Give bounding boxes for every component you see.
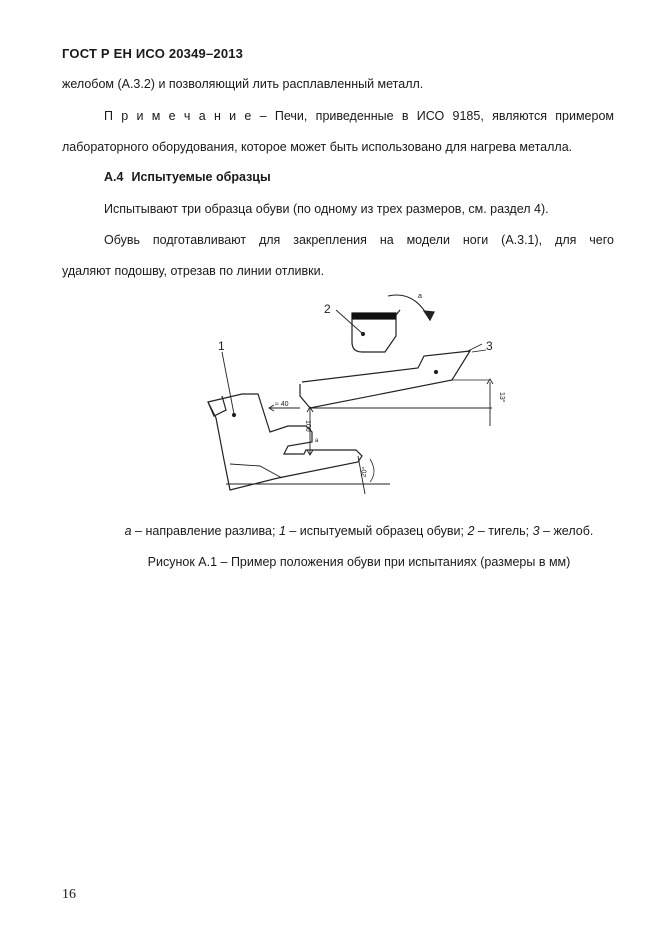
figure-shoe-position (200, 284, 510, 504)
dimension-100: 100 (304, 420, 311, 432)
legend-text-2: – тигель; (474, 524, 533, 538)
label-3: 3 (486, 339, 493, 353)
paragraph-samples: Испытывают три образца обуви (по одному из трех размеров, см. раздел 4). (104, 202, 549, 216)
dimension-40: ≈ 40 (275, 401, 289, 408)
crucible-drawing (336, 310, 400, 352)
page-number: 16 (62, 887, 76, 902)
legend-text-a: – направление разлива; (131, 524, 279, 538)
legend-text-3: – желоб. (539, 524, 594, 538)
label-2: 2 (324, 302, 331, 316)
legend-key-a: a (124, 524, 132, 538)
legend-key-3: 3 (532, 524, 540, 538)
legend-text-1: – испытуемый образец обуви; (285, 524, 468, 538)
note-line-2: лабораторного оборудования, которое может быть использовано для нагрева металла. (62, 140, 573, 154)
paragraph-continuation: желобом (А.3.2) и позволяющий лить расплавленный металл. (62, 77, 424, 91)
paragraph-preparation-line-1: Обувь подготавливают для закрепления на модели ноги (А.3.1), для чего (104, 233, 614, 247)
note-label: П р и м е ч а н и е (104, 109, 252, 123)
section-number: А.4 (104, 170, 124, 184)
figure-legend (62, 524, 656, 538)
label-1: 1 (218, 339, 225, 353)
trough-drawing (300, 344, 490, 408)
angle-20: 20° (360, 466, 370, 478)
legend-key-2: 2 (467, 524, 475, 538)
angle-13: 13° (498, 392, 505, 403)
paragraph-preparation-line-2: удаляют подошву, отрезав по линии отливки. (62, 264, 325, 278)
figure-caption: Рисунок А.1 – Пример положения обуви при испытаниях (размеры в мм) (147, 555, 571, 569)
label-a-arrow: a (418, 293, 422, 300)
note-line-1 (104, 108, 614, 124)
note-text-start: – Печи, приведенные в ИСО 9185, являются примером (251, 109, 615, 123)
legend-key-1: 1 (278, 524, 286, 538)
label-a-small: a (315, 438, 319, 444)
section-heading (104, 170, 279, 184)
section-title: Испытуемые образцы (131, 170, 271, 184)
document-header: ГОСТ Р ЕН ИСО 20349–2013 (62, 46, 244, 61)
